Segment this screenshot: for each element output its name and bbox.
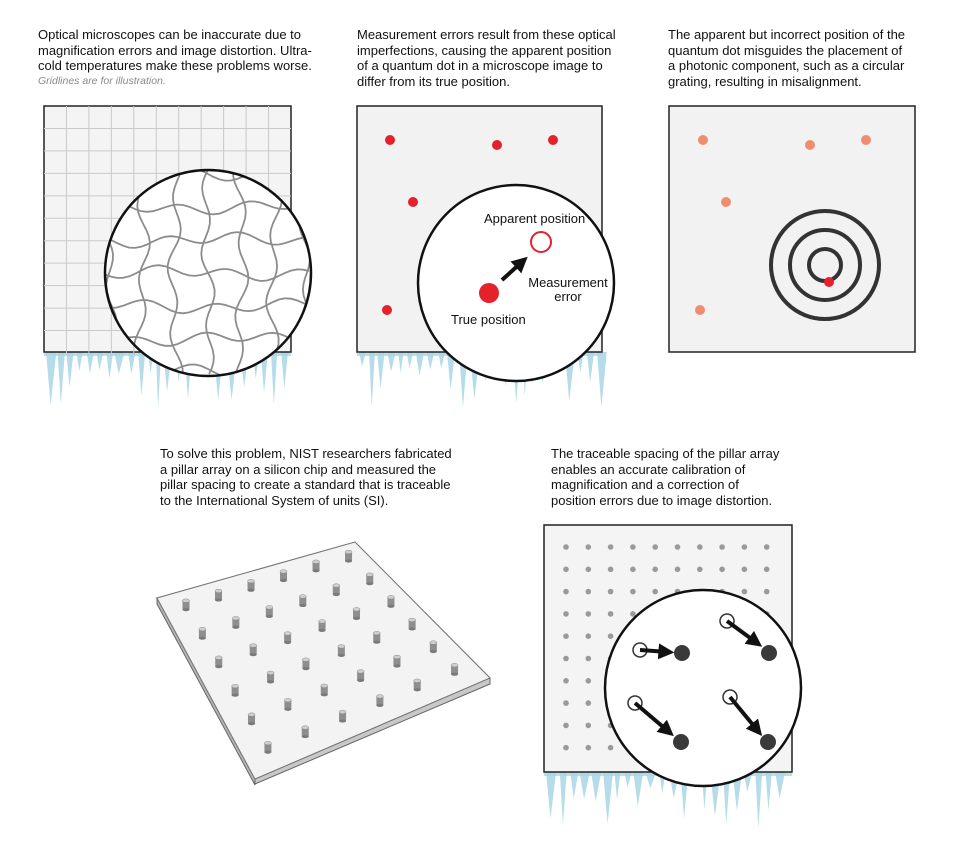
pillar-dot bbox=[764, 567, 770, 573]
true-quantum-dot bbox=[824, 277, 834, 287]
quantum-dot bbox=[408, 197, 418, 207]
caption-line: of a quantum dot in a microscope image to bbox=[357, 58, 603, 73]
pillar-top bbox=[345, 550, 352, 554]
pillar-top bbox=[333, 584, 340, 588]
pillar-base bbox=[248, 722, 255, 725]
pillar-dot bbox=[652, 567, 658, 573]
pillar-dot bbox=[563, 656, 569, 662]
icicle bbox=[633, 772, 643, 806]
icicle bbox=[281, 352, 288, 389]
pillar-top bbox=[215, 656, 222, 660]
pillar-base bbox=[232, 694, 239, 697]
pillar-top bbox=[414, 679, 421, 683]
quantum-dot bbox=[492, 140, 502, 150]
correction-arrow bbox=[640, 650, 668, 652]
caption-line: position errors due to image distortion. bbox=[551, 492, 773, 508]
pillar-dot bbox=[586, 678, 592, 684]
icicle bbox=[377, 352, 384, 389]
pillar-dot bbox=[719, 567, 725, 573]
pillar-base bbox=[280, 579, 287, 582]
pillar-top bbox=[280, 570, 287, 574]
icicle bbox=[755, 772, 762, 828]
pillar-base bbox=[376, 704, 383, 707]
pillar-base bbox=[313, 569, 320, 572]
caption-line: cold temperatures make these problems worse. bbox=[38, 58, 312, 73]
gridline-note: Gridlines are for illustration. bbox=[38, 75, 166, 87]
pillar-top bbox=[267, 671, 274, 675]
pillar-base bbox=[250, 653, 257, 656]
true-position-dot bbox=[760, 734, 776, 750]
pillar-top bbox=[366, 573, 373, 577]
pillar-dot bbox=[608, 567, 614, 573]
pillar-top bbox=[199, 627, 206, 631]
apparent-position-label: Apparent position bbox=[484, 211, 586, 226]
pillar-dot bbox=[630, 544, 636, 550]
pillar-dot bbox=[563, 633, 569, 639]
pillar-base bbox=[215, 665, 222, 668]
pillar-base bbox=[357, 679, 364, 682]
pillar-top bbox=[353, 608, 360, 612]
pillar-base bbox=[338, 654, 345, 657]
pillar-base bbox=[266, 615, 273, 618]
icicle bbox=[66, 352, 73, 387]
pillar-top bbox=[393, 655, 400, 659]
pillar-top bbox=[387, 595, 394, 599]
pillar-dot bbox=[563, 745, 569, 751]
pillar-base bbox=[302, 667, 309, 670]
pillar-dot bbox=[563, 700, 569, 706]
pillar-dot bbox=[675, 544, 681, 550]
quantum-dot bbox=[382, 305, 392, 315]
caption-line: magnification errors and image distortion. Ultra- bbox=[38, 42, 312, 58]
pillar-dot bbox=[652, 544, 658, 550]
pillar-base bbox=[215, 598, 222, 601]
pillar-base bbox=[199, 637, 206, 640]
icicle bbox=[138, 352, 145, 396]
caption-line: Measurement errors result from these optical bbox=[357, 27, 616, 42]
magnifier-lens bbox=[605, 590, 801, 786]
pillar-base bbox=[284, 641, 291, 644]
pillar-base bbox=[321, 693, 328, 696]
pillar-top bbox=[250, 644, 257, 648]
pillar-dot bbox=[608, 544, 614, 550]
pillar-base bbox=[345, 559, 352, 562]
panel5-calibration bbox=[544, 525, 801, 828]
caption-line: a pillar array on a silicon chip and measured the bbox=[160, 461, 437, 477]
pillar-dot bbox=[719, 544, 725, 550]
icicle bbox=[58, 352, 65, 404]
pillar-top bbox=[376, 695, 383, 699]
caption-line: pillar spacing to create a standard that is traceable bbox=[160, 477, 451, 492]
pillar-dot bbox=[697, 544, 703, 550]
pillar-top bbox=[373, 631, 380, 635]
pillar-top bbox=[321, 684, 328, 688]
pillar-top bbox=[232, 684, 239, 688]
pillar-top bbox=[264, 741, 271, 745]
icicle bbox=[591, 772, 601, 801]
icicle bbox=[614, 772, 620, 799]
caption-line: a photonic component, such as a circular bbox=[668, 58, 905, 73]
pillar-dot bbox=[697, 567, 703, 573]
pillar-base bbox=[387, 605, 394, 608]
pillar-dot bbox=[652, 589, 658, 595]
pillar-top bbox=[284, 632, 291, 636]
pillar-dot bbox=[742, 567, 748, 573]
pillar-base bbox=[393, 664, 400, 667]
pillar-dot bbox=[742, 589, 748, 595]
quantum-dot bbox=[805, 140, 815, 150]
icicle bbox=[46, 352, 56, 405]
pillar-dot bbox=[742, 544, 748, 550]
caption-line: magnification and a correction of bbox=[551, 477, 739, 492]
pillar-base bbox=[319, 629, 326, 632]
caption-line: imperfections, causing the apparent position bbox=[357, 42, 612, 58]
icicle bbox=[603, 772, 613, 824]
caption-line: Optical microscopes can be inaccurate due to bbox=[38, 27, 302, 42]
pillar-dot bbox=[608, 611, 614, 617]
pillar-base bbox=[302, 735, 309, 738]
caption-line: to the International System of units (SI). bbox=[160, 492, 389, 508]
pillar-top bbox=[338, 645, 345, 649]
quantum-dot bbox=[721, 197, 731, 207]
pillar-dot bbox=[586, 700, 592, 706]
pillar-top bbox=[409, 618, 416, 622]
true-position-dot bbox=[673, 734, 689, 750]
caption-line: enables an accurate calibration of bbox=[551, 461, 746, 477]
icicle bbox=[560, 772, 567, 825]
pillar-dot bbox=[586, 611, 592, 617]
pillar-dot bbox=[563, 589, 569, 595]
pillar-dot bbox=[608, 633, 614, 639]
caption-line: The traceable spacing of the pillar array bbox=[551, 446, 780, 461]
icicle bbox=[597, 352, 607, 408]
apparent-position-circle bbox=[531, 232, 551, 252]
pillar-top bbox=[357, 670, 364, 674]
icicle bbox=[587, 352, 594, 382]
true-position-dot bbox=[479, 283, 499, 303]
icicle bbox=[579, 772, 589, 799]
pillar-dot bbox=[586, 633, 592, 639]
pillar-base bbox=[451, 673, 458, 676]
caption-line: To solve this problem, NIST researchers fabricated bbox=[160, 446, 452, 461]
pillar-top bbox=[232, 616, 239, 620]
pillar-dot bbox=[608, 745, 614, 751]
pillar-dot bbox=[608, 589, 614, 595]
pillar-dot bbox=[630, 567, 636, 573]
pillar-base bbox=[373, 641, 380, 644]
pillar-dot bbox=[586, 544, 592, 550]
caption-line: grating, resulting in misalignment. bbox=[668, 73, 862, 89]
caption-line: differ from its true position. bbox=[357, 73, 510, 89]
pillar-base bbox=[182, 608, 189, 611]
pillar-top bbox=[266, 606, 273, 610]
panel1-distorted-grid bbox=[44, 106, 347, 413]
pillar-base bbox=[339, 719, 346, 722]
true-position-label: True position bbox=[451, 312, 526, 327]
quantum-dot bbox=[385, 135, 395, 145]
icicle bbox=[766, 772, 772, 810]
caption-line: quantum dot misguides the placement of bbox=[668, 42, 903, 58]
pillar-dot bbox=[586, 656, 592, 662]
pillar-top bbox=[319, 620, 326, 624]
pillar-base bbox=[409, 627, 416, 630]
pillar-top bbox=[302, 658, 309, 662]
pillar-top bbox=[451, 663, 458, 667]
pillar-dot bbox=[563, 544, 569, 550]
pillar-dot bbox=[630, 589, 636, 595]
quantum-dot bbox=[861, 135, 871, 145]
measurement-error-label: Measurement bbox=[528, 275, 608, 290]
pillar-dot bbox=[586, 589, 592, 595]
quantum-dot bbox=[548, 135, 558, 145]
pillar-dot bbox=[586, 745, 592, 751]
panel4-pillar-chip bbox=[157, 542, 490, 785]
pillar-base bbox=[284, 708, 291, 711]
pillar-dot bbox=[764, 544, 770, 550]
pillar-top bbox=[313, 560, 320, 564]
pillar-base bbox=[333, 593, 340, 596]
pillar-top bbox=[248, 579, 255, 583]
pillar-top bbox=[339, 710, 346, 714]
pillar-base bbox=[366, 582, 373, 585]
panel2-measurement-error bbox=[357, 106, 614, 408]
pillar-dot bbox=[675, 567, 681, 573]
warped-gridline bbox=[105, 397, 309, 413]
pillar-dot bbox=[563, 611, 569, 617]
pillar-dot bbox=[563, 723, 569, 729]
pillar-dot bbox=[586, 567, 592, 573]
panel3-misaligned-grating bbox=[669, 106, 915, 352]
icicle bbox=[546, 772, 556, 819]
measurement-error-label: error bbox=[554, 289, 582, 304]
pillar-dot bbox=[563, 567, 569, 573]
pillar-base bbox=[299, 604, 306, 607]
pillar-base bbox=[430, 650, 437, 653]
pillar-base bbox=[264, 751, 271, 754]
pillar-top bbox=[248, 713, 255, 717]
quantum-dot bbox=[695, 305, 705, 315]
pillar-base bbox=[353, 617, 360, 620]
warped-gridline bbox=[332, 170, 347, 374]
pillar-base bbox=[267, 680, 274, 683]
pillar-top bbox=[284, 698, 291, 702]
caption-line: The apparent but incorrect position of the bbox=[668, 27, 906, 42]
pillar-top bbox=[302, 726, 309, 730]
pillar-top bbox=[182, 599, 189, 603]
quantum-dot bbox=[698, 135, 708, 145]
pillar-dot bbox=[764, 589, 770, 595]
true-position-dot bbox=[674, 645, 690, 661]
silicon-chip bbox=[157, 542, 490, 779]
pillar-base bbox=[248, 589, 255, 592]
icicle bbox=[271, 352, 277, 404]
icicle bbox=[369, 352, 375, 407]
pillar-dot bbox=[586, 723, 592, 729]
true-position-dot bbox=[761, 645, 777, 661]
pillar-base bbox=[232, 626, 239, 629]
pillar-top bbox=[430, 641, 437, 645]
pillar-dot bbox=[563, 678, 569, 684]
pillar-base bbox=[414, 688, 421, 691]
pillar-top bbox=[215, 589, 222, 593]
pillar-top bbox=[299, 595, 306, 599]
